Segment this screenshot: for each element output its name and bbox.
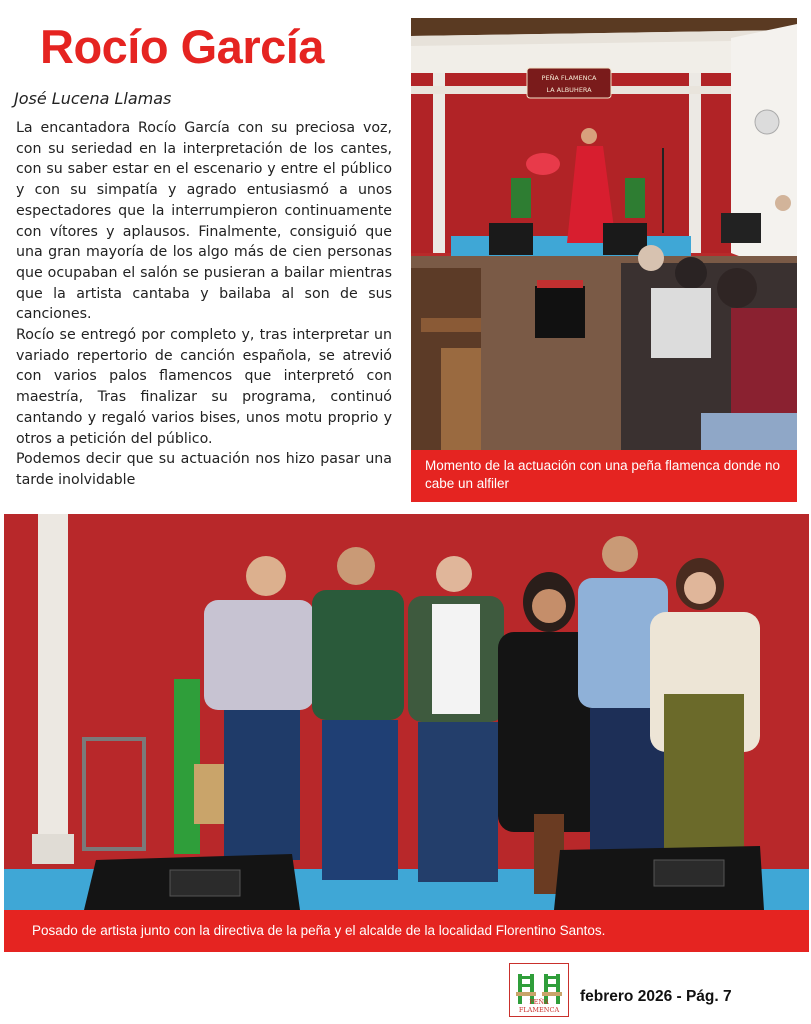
- logo-label: PEÑA FLAMENCA: [518, 998, 560, 1014]
- hall-sign-line2: LA ALBUHERA: [546, 86, 592, 94]
- group-photo-caption: Posado de artista junto con la directiva de la peña y el alcalde de la localidad Florentino Santos.: [4, 910, 809, 952]
- group-photo: [4, 514, 809, 910]
- performance-photo-caption: Momento de la actuación con una peña flamenca donde no cabe un alfiler: [411, 450, 797, 502]
- article-body: [16, 118, 392, 491]
- page-number: febrero 2026 - Pág. 7: [580, 988, 732, 1005]
- group-photo-illustration: [4, 514, 809, 910]
- performance-photo-illustration: [411, 18, 797, 450]
- pena-flamenca-logo: [509, 963, 569, 1017]
- article-paragraph-3: Podemos decir que su actuación nos hizo pasar una tarde inolvidable: [16, 451, 392, 488]
- performance-photo: [411, 18, 797, 450]
- person-2: [312, 547, 404, 880]
- person-3: [408, 556, 504, 882]
- article-paragraph-1: La encantadora Rocío García con su preciosa voz, con su seriedad en la interpretación de los cantes, con su saber estar en el escenario y entre el público y con su simpatía y agrado entusiasmó a unos espectadores que la interrumpieron continuamente con vítores y aplausos. Finalmente, consiguió que una gran mayoría de los algo más de cien personas que ocupaban el salón se pusieran a bailar mientras que la artista cantaba y bailaba al son de sus canciones.: [16, 120, 392, 323]
- article-title: Rocío García: [40, 20, 324, 73]
- article-author: José Lucena Llamas: [14, 89, 172, 108]
- article-paragraph-2: Rocío se entregó por completo y, tras interpretar un variado repertorio de canción española, se atrevió con varios palos flamencos que interpretó con maestría, Tras finalizar su programa, continuó cantando y regaló varios bises, unos motu proprio y otros a petición del público.: [16, 327, 392, 447]
- hall-sign-line1: PEÑA FLAMENCA: [541, 74, 597, 82]
